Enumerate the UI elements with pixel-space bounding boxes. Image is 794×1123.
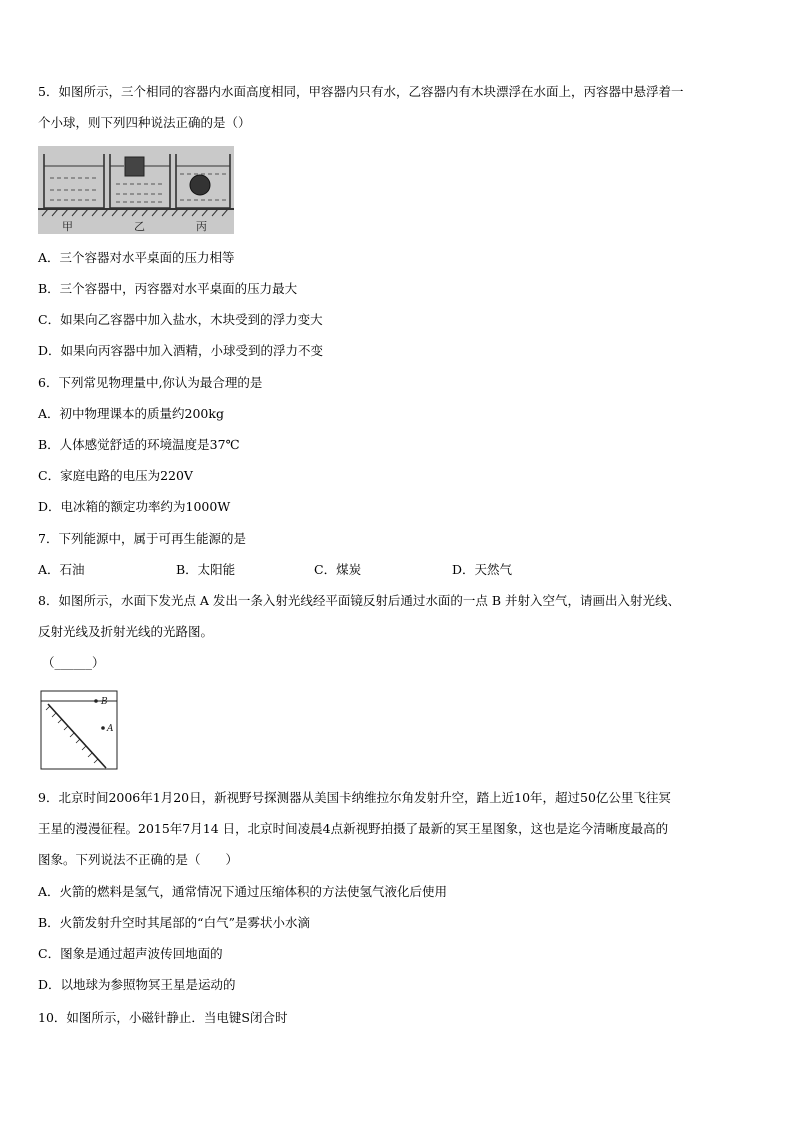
- q9-stem-line-2: 王星的漫漫征程。2015年7月14 日，北京时间凌晨4点新视野拍摄了最新的冥王星图象，这也是迄今清晰度最高的: [38, 821, 669, 836]
- q6-option-a: A．初中物理课本的质量约200kg: [38, 406, 224, 421]
- label-yi: 乙: [134, 220, 145, 233]
- q5-option-d: D．如果向丙容器中加入酒精，小球受到的浮力不变: [38, 343, 324, 358]
- q7-stem: 7．下列能源中，属于可再生能源的是: [38, 531, 246, 546]
- q6-option-c: C．家庭电路的电压为220V: [38, 468, 193, 483]
- q6-option-d: D．电冰箱的额定功率约为1000W: [38, 499, 231, 514]
- q7-option-c: C．煤炭: [314, 562, 362, 577]
- q9-option-b: B．火箭发射升空时其尾部的“白气”是雾状小水滴: [38, 915, 310, 930]
- q5-option-a: A．三个容器对水平桌面的压力相等: [38, 250, 235, 265]
- q9-stem-line-1: 9．北京时间2006年1月20日，新视野号探测器从美国卡纳维拉尔角发射升空，踏上近10年，超过50亿公里飞往冥: [38, 790, 671, 805]
- q7-option-d: D．天然气: [452, 562, 513, 577]
- q7-option-a: A．石油: [38, 562, 85, 577]
- q6-stem: 6．下列常见物理量中,你认为最合理的是: [38, 375, 263, 390]
- q7-option-b: B．太阳能: [176, 562, 236, 577]
- q9-stem-line-3: 图象。下列说法不正确的是（ ）: [38, 852, 239, 867]
- q5-stem-line-2: 个小球，则下列四种说法正确的是（）: [38, 115, 251, 130]
- q5-containers-figure: [38, 146, 234, 234]
- q5-option-c: C．如果向乙容器中加入盐水，木块受到的浮力变大: [38, 312, 323, 327]
- q8-answer-blank: （______）: [42, 655, 105, 670]
- q9-option-d: D．以地球为参照物冥王星是运动的: [38, 977, 236, 992]
- q8-stem-line-2: 反射光线及折射光线的光路图。: [38, 624, 214, 639]
- label-bing: 丙: [196, 220, 207, 233]
- q5-option-b: B．三个容器中，丙容器对水平桌面的压力最大: [38, 281, 298, 296]
- q5-stem-line-1: 5．如图所示，三个相同的容器内水面高度相同，甲容器内只有水，乙容器内有木块漂浮在水面上，丙容器中悬浮着一: [38, 84, 684, 99]
- q9-option-a: A．火箭的燃料是氢气，通常情况下通过压缩体积的方法使氢气液化后使用: [38, 884, 448, 899]
- q8-stem-line-1: 8．如图所示，水面下发光点 A 发出一条入射光线经平面镜反射后通过水面的一点 B 并射入空气，请画出入射光线、: [38, 593, 681, 608]
- q10-stem: 10．如图所示，小磁针静止．当电键S闭合时: [38, 1010, 288, 1025]
- point-b-label: B: [101, 697, 108, 707]
- q9-option-c: C．图象是通过超声波传回地面的: [38, 946, 223, 961]
- q6-option-b: B．人体感觉舒适的环境温度是37℃: [38, 437, 240, 452]
- label-jia: 甲: [62, 220, 73, 233]
- point-a-label: A: [107, 724, 114, 734]
- q8-mirror-figure: [40, 690, 118, 770]
